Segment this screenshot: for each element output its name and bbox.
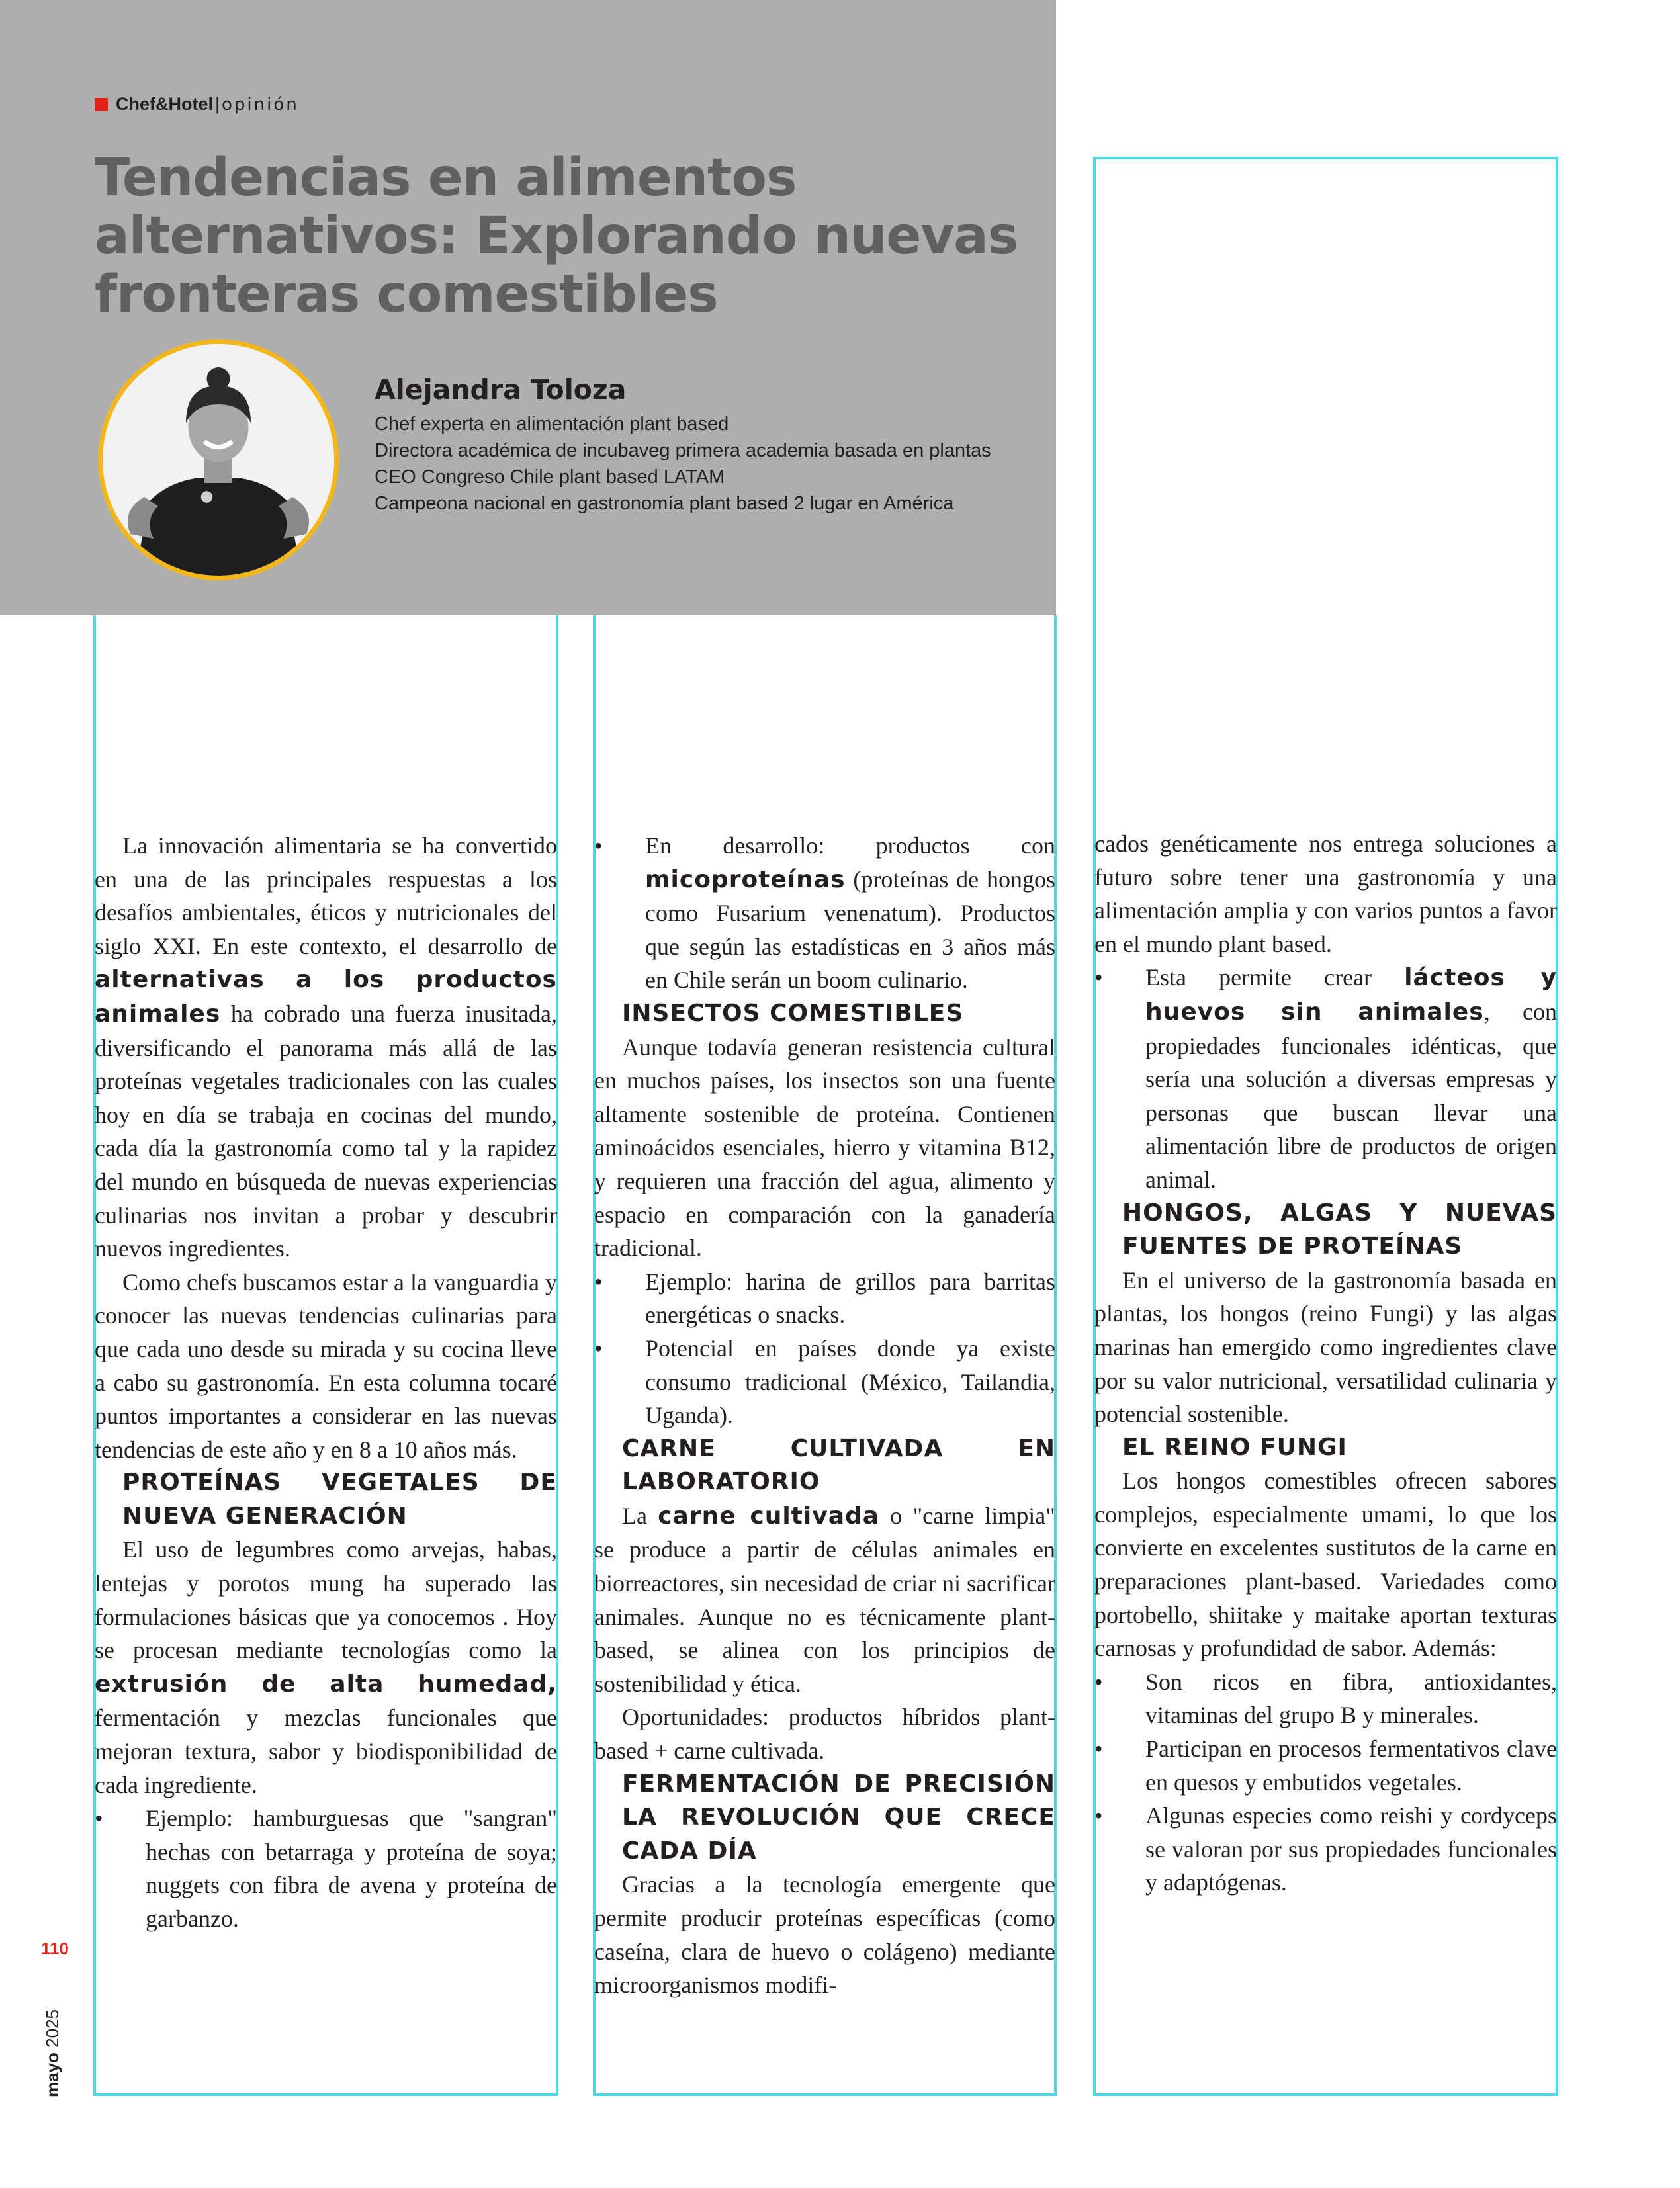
bullet-list <box>594 829 1055 997</box>
author-info <box>375 374 1049 517</box>
author-role: Directora académica de incubaveg primera academia basada en plantas <box>375 440 991 461</box>
article-column-3 <box>1094 827 1557 1900</box>
paragraph: La carne cultivada o "carne limpia" se produce a partir de células animales en biorreactores, sin necesidad de criar ni sacrificar animales. Aunque no es técnicamente plant-based, se alinea con los principios de sostenibilidad y ética. <box>594 1502 1055 1697</box>
list-item: • Ejemplo: hamburguesas que "sangran" hechas con betarraga y proteína de soya; nuggets con fibra de avena y proteína de garbanzo. <box>95 1802 557 1935</box>
section-heading: CARNE CULTIVADA EN LABORATORIO <box>622 1434 1055 1496</box>
list-item: • Participan en procesos fermentativos clave en quesos y embutidos vegetales. <box>1094 1732 1557 1799</box>
page-number: 110 <box>41 1939 69 1958</box>
section-heading: PROTEÍNAS VEGETALES DE NUEVA GENERACIÓN <box>122 1469 557 1530</box>
chef-portrait-icon <box>103 344 334 576</box>
section-separator: | <box>215 94 220 114</box>
section-heading: HONGOS, ALGAS Y NUEVAS FUENTES DE PROTEÍNAS <box>1122 1199 1557 1260</box>
author-role: Campeona nacional en gastronomía plant based 2 lugar en América <box>375 493 954 514</box>
article-title: Tendencias en alimentos alternativos: Explorando nuevas fronteras comestibles <box>95 148 1018 324</box>
section-heading: EL REINO FUNGI <box>1122 1433 1347 1461</box>
list-item: • Esta permite crear lácteos y huevos sin animales, con propiedades funcionales idénticas, que sería una solución a diversas empresas y personas que buscan llevar una alimentación libre de productos de origen animal. <box>1094 961 1557 1196</box>
bullet-list <box>95 1802 557 1935</box>
paragraph: Los hongos comestibles ofrecen sabores complejos, especialmente umami, lo que los convierte en excelentes sustitutos de la carne en preparaciones plant-based. Variedades como portobello, shiitake y maitake aportan texturas carnosas y profundidad de sabor. Además: <box>1094 1467 1557 1662</box>
section-category: opinión <box>222 94 299 114</box>
issue-month: mayo <box>42 2052 62 2097</box>
section-heading: FERMENTACIÓN DE PRECISIÓN LA REVOLUCIÓN QUE CRECE CADA DÍA <box>622 1770 1055 1864</box>
issue-year: 2025 <box>42 2009 62 2048</box>
list-item: • En desarrollo: productos con micoproteínas (proteínas de hongos como Fusarium venenatum). Productos que según las estadísticas en 3 años más en Chile serán un boom culinario. <box>594 829 1055 997</box>
section-square-icon <box>95 98 108 111</box>
paragraph: Como chefs buscamos estar a la vanguardia y conocer las nuevas tendencias culinarias para que cada uno desde su mirada y su cocina lleve a cabo su gastronomía. En esta columna tocaré puntos importantes a considerar en las nuevas tendencias de este año y en 8 a 10 años más. <box>95 1268 557 1463</box>
magazine-brand: Chef&Hotel <box>116 94 213 114</box>
paragraph: En el universo de la gastronomía basada en plantas, los hongos (reino Fungi) y las algas marinas han emergido como ingredientes clave por su valor nutricional, versatilidad culinaria y potencial sostenible. <box>1094 1266 1557 1428</box>
list-item: • Son ricos en fibra, antioxidantes, vitaminas del grupo B y minerales. <box>1094 1665 1557 1732</box>
article-column-2 <box>594 829 1055 2002</box>
list-item: • Ejemplo: harina de grillos para barritas energéticas o snacks. <box>594 1265 1055 1332</box>
paragraph: Gracias a la tecnología emergente que permite producir proteínas específicas (como caseína, clara de huevo o colágeno) mediante microorganismos modifi- <box>594 1871 1055 1999</box>
bullet-list <box>594 1265 1055 1432</box>
header-banner <box>0 0 1056 615</box>
list-item: • Potencial en países donde ya existe consumo tradicional (México, Tailandia, Uganda). <box>594 1332 1055 1432</box>
bullet-list <box>1094 1665 1557 1900</box>
author-role: Chef experta en alimentación plant based <box>375 414 729 435</box>
list-item: • Algunas especies como reishi y cordyceps se valoran por sus propiedades funcionales y adaptógenas. <box>1094 1799 1557 1900</box>
author-avatar <box>98 339 339 580</box>
paragraph: Aunque todavía generan resistencia cultural en muchos países, los insectos son una fuente altamente sostenible de proteína. Contienen aminoácidos esenciales, hierro y vitamina B12, y requieren una fracción del agua, alimento y espacio en comparación con la ganadería tradicional. <box>594 1033 1055 1262</box>
paragraph: cados genéticamente nos entrega soluciones a futuro sobre tener una gastronomía y una alimentación amplia y con varios puntos a favor en el mundo plant based. <box>1094 830 1557 957</box>
bullet-list <box>1094 961 1557 1196</box>
issue-date <box>42 2009 63 2097</box>
paragraph: El uso de legumbres como arvejas, habas, lentejas y porotos mung ha superado las formulaciones básicas que ya conocemos . Hoy se procesan mediante tecnologías como la extrusión de alta humedad, fermentación y mezclas funcionales que mejoran textura, sabor y biodisponibilidad de cada ingrediente. <box>95 1536 557 1798</box>
article-column-1 <box>95 829 557 1936</box>
section-tag <box>95 94 299 114</box>
section-heading: INSECTOS COMESTIBLES <box>622 999 964 1027</box>
author-name: Alejandra Toloza <box>375 374 627 406</box>
author-role: CEO Congreso Chile plant based LATAM <box>375 466 725 488</box>
paragraph: La innovación alimentaria se ha convertido en una de las principales respuestas a los desafíos ambientales, éticos y nutricionales del siglo XXI. En este contexto, el desarrollo de alternativas a los productos animales ha cobrado una fuerza inusitada, diversificando el panorama más allá de las proteínas vegetales tradicionales con las cuales hoy en día se trabaja en cocinas del mundo, cada día la gastronomía como tal y la rapidez del mundo en búsqueda de nuevas experiencias culinarias nos invitan a probar y descubrir nuevos ingredientes. <box>95 832 557 1262</box>
paragraph: Oportunidades: productos híbridos plant-based + carne cultivada. <box>594 1704 1055 1765</box>
